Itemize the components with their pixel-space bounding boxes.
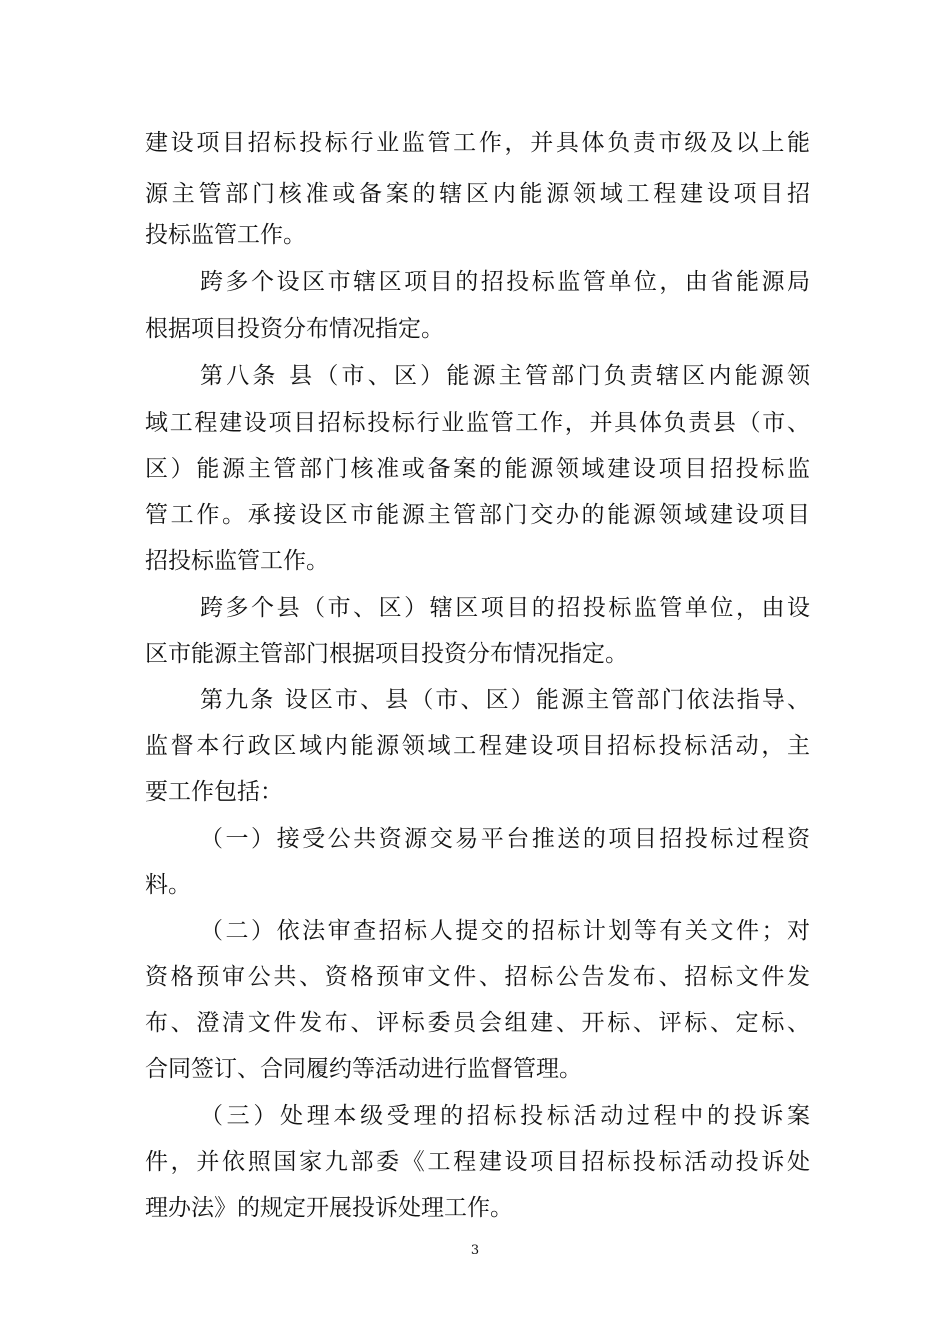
text-line: 管工作。承接设区市能源主管部门交办的能源领域建设项目 — [145, 502, 810, 528]
text-line: （一）接受公共资源交易平台推送的项目招投标过程资 — [200, 826, 810, 852]
text-line: 投标监管工作。 — [145, 222, 306, 248]
text-line: 合同签订、合同履约等活动进行监督管理。 — [145, 1056, 582, 1082]
text-line: 料。 — [145, 872, 191, 898]
text-line: 布、澄清文件发布、评标委员会组建、开标、评标、定标、 — [145, 1010, 810, 1036]
page-number: 3 — [470, 1243, 480, 1258]
text-line: 资格预审公共、资格预审文件、招标公告发布、招标文件发 — [145, 964, 810, 990]
text-line: 跨多个设区市辖区项目的招投标监管单位，由省能源局 — [200, 269, 810, 295]
text-line: 件，并依照国家九部委《工程建设项目招标投标活动投诉处 — [145, 1149, 810, 1175]
text-line: 理办法》的规定开展投诉处理工作。 — [145, 1195, 513, 1221]
text-line: （三）处理本级受理的招标投标活动过程中的投诉案 — [200, 1103, 810, 1129]
text-line: 监督本行政区域内能源领域工程建设项目招标投标活动，主 — [145, 733, 810, 759]
text-line: 第八条 县（市、区）能源主管部门负责辖区内能源领 — [200, 363, 810, 389]
text-line: 区）能源主管部门核准或备案的能源领域建设项目招投标监 — [145, 456, 810, 482]
text-line: 跨多个县（市、区）辖区项目的招投标监管单位，由设 — [200, 595, 810, 621]
text-line: 第九条 设区市、县（市、区）能源主管部门依法指导、 — [200, 687, 810, 713]
text-line: 建设项目招标投标行业监管工作，并具体负责市级及以上能 — [145, 130, 810, 156]
text-line: 域工程建设项目招标投标行业监管工作，并具体负责县（市、 — [145, 410, 810, 436]
text-line: 招投标监管工作。 — [145, 548, 329, 574]
text-line: 根据项目投资分布情况指定。 — [145, 316, 444, 342]
text-line: （二）依法审查招标人提交的招标计划等有关文件；对 — [200, 918, 810, 944]
text-line: 源主管部门核准或备案的辖区内能源领域工程建设项目招 — [145, 181, 810, 207]
text-line: 区市能源主管部门根据项目投资分布情况指定。 — [145, 641, 628, 667]
text-line: 要工作包括： — [145, 779, 283, 805]
